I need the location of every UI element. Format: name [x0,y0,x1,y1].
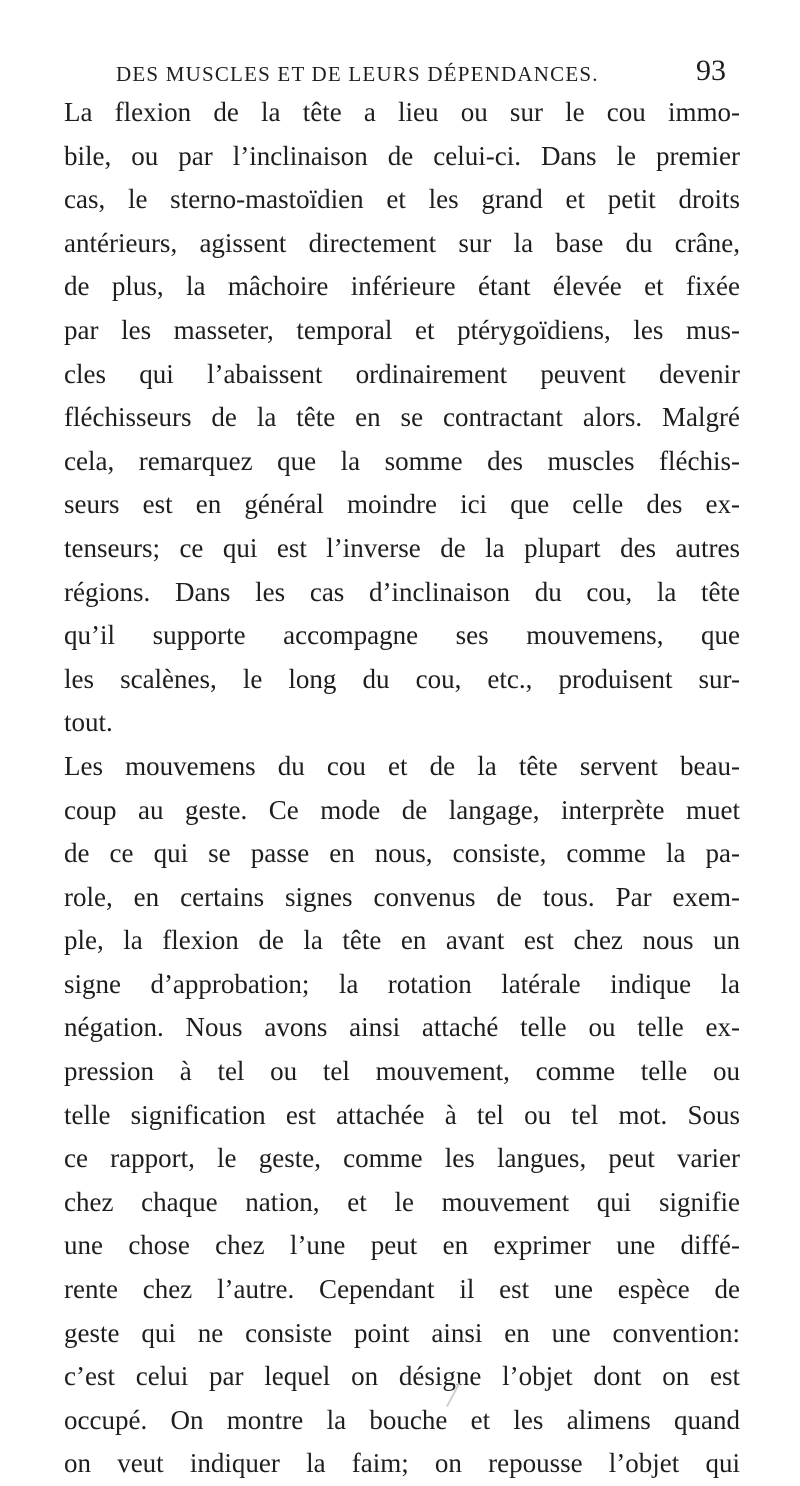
text-line: La flexion de la tête a lieu ou sur le cou immo- [64,97,740,127]
text-line: fléchisseurs de la tête en se contractant alors. Malgré [64,402,740,433]
text-line: cas, le sterno-mastoïdien et les grand et petit droits [64,184,740,215]
text-line: pression à tel ou tel mouvement, comme telle ou [64,1056,740,1087]
text-line: de ce qui se passe en nous, consiste, comme la pa- [64,838,740,869]
text-line: ce rapport, le geste, comme les langues, peut varier [64,1143,740,1174]
text-line: bile, ou par l’inclinaison de celui-ci. Dans le premier [64,140,740,171]
text-line: on veut indiquer la faim; on repousse l’objet qui [64,1448,740,1479]
page-number: 93 [696,54,726,87]
text-line: antérieurs, agissent directement sur la base du crâne, [64,227,740,258]
text-line: geste qui ne consiste point ainsi en une convention: [64,1317,740,1348]
text-line: par les masseter, temporal et ptérygoïdiens, les mus- [64,314,740,345]
text-line: role, en certains signes convenus de tous. Par exem- [64,881,740,912]
text-line: les scalènes, le long du cou, etc., produisent sur- [64,663,740,694]
text-line: de plus, la mâchoire inférieure étant élevée et fixée [64,271,740,302]
text-line: cela, remarquez que la somme des muscles fléchis- [64,445,740,476]
text-line: occupé. On montre la bouche et les alimens quand [64,1404,740,1435]
text-line: régions. Dans les cas d’inclinaison du cou, la tête [64,576,740,607]
text-line: coup au geste. Ce mode de langage, interprète muet [64,794,740,825]
text-line: tout. [64,707,113,738]
text-line: négation. Nous avons ainsi attaché telle ou telle ex- [64,1012,740,1043]
text-line: signe d’approbation; la rotation latérale indique la [64,968,740,999]
text-line: rente chez l’autre. Cependant il est une espèce de [64,1274,740,1305]
text-line: Les mouvemens du cou et de la tête servent beau- [64,750,740,781]
text-line: cles qui l’abaissent ordinairement peuvent devenir [64,358,740,389]
text-line: seurs est en général moindre ici que celle des ex- [64,489,740,520]
text-line: tenseurs; ce qui est l’inverse de la plupart des autres [64,532,740,563]
text-line: ple, la flexion de la tête en avant est chez nous un [64,925,740,956]
body-text [64,91,740,1486]
text-line: chez chaque nation, et le mouvement qui signifie [64,1186,740,1217]
running-title: DES MUSCLES ET DE LEURS DÉPENDANCES. [116,62,599,86]
text-line: une chose chez l’une peut en exprimer une diffé- [64,1230,740,1261]
text-line: c’est celui par lequel on désigne l’objet dont on est [64,1361,740,1392]
running-head [40,54,762,94]
text-line: telle signification est attachée à tel ou tel mot. Sous [64,1099,740,1130]
text-line: qu’il supporte accompagne ses mouvemens, que [64,620,740,651]
